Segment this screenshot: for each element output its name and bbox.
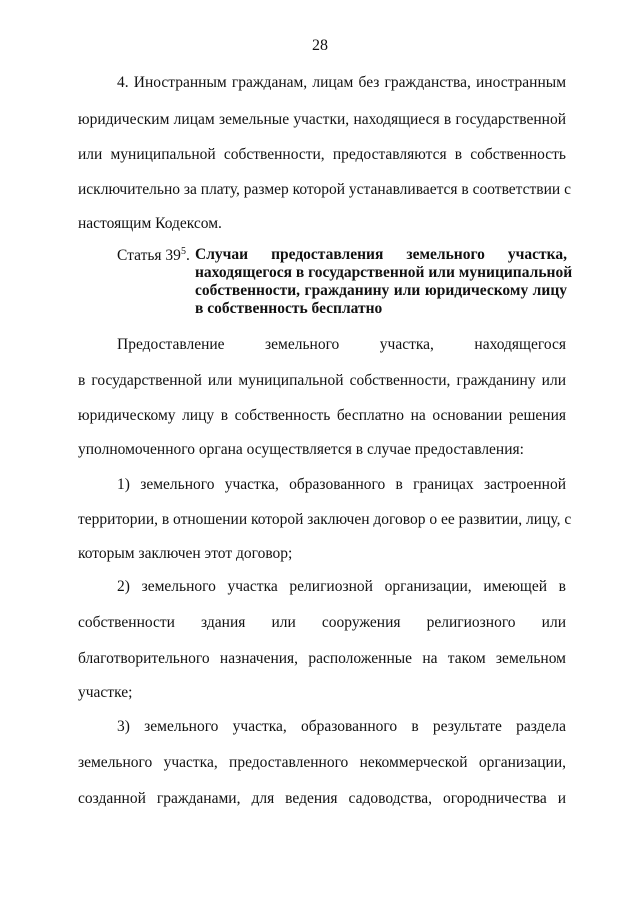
text-line: Предоставление земельного участка, находящегося bbox=[117, 336, 566, 353]
text-line: или муниципальной собственности, предоставляются в собственность bbox=[78, 146, 566, 163]
article-title bbox=[195, 246, 573, 318]
text-line: земельного участка, предоставленного некоммерческой организации, bbox=[78, 754, 566, 771]
text-line: которым заключен этот договор; bbox=[78, 545, 293, 562]
text-line: в государственной или муниципальной собственности, гражданину или bbox=[78, 372, 566, 389]
text-line: благотворительного назначения, расположенные на таком земельном bbox=[78, 650, 566, 667]
text-line: собственности здания или сооружения религиозного или bbox=[78, 614, 566, 631]
text-line: настоящим Кодексом. bbox=[78, 215, 222, 232]
text-line: юридическому лицу в собственность бесплатно на основании решения bbox=[78, 407, 566, 424]
text-line: территории, в отношении которой заключен договор о ее развитии, лицу, с bbox=[78, 511, 572, 528]
text-line: созданной гражданами, для ведения садоводства, огородничества и bbox=[78, 790, 566, 807]
text-line: 2) земельного участка религиозной организации, имеющей в bbox=[117, 578, 566, 595]
article-title-line: Случаи предоставления земельного участка, bbox=[195, 246, 567, 263]
article-suffix: . bbox=[185, 247, 190, 264]
text-line: 4. Иностранным гражданам, лицам без гражданства, иностранным bbox=[117, 74, 566, 91]
text-line: уполномоченного органа осуществляется в случае предоставления: bbox=[78, 441, 524, 458]
article-prefix bbox=[117, 246, 190, 265]
text-line: 3) земельного участка, образованного в результате раздела bbox=[117, 718, 566, 735]
article-number: Статья 39 bbox=[117, 247, 181, 264]
page-number: 28 bbox=[312, 37, 328, 54]
article-title-line: собственности, гражданину или юридическому лицу bbox=[195, 282, 567, 299]
article-title-line: находящегося в государственной или муниципальной bbox=[195, 264, 573, 281]
text-line: юридическим лицам земельные участки, находящиеся в государственной bbox=[78, 111, 566, 128]
text-line: исключительно за плату, размер которой устанавливается в соответствии с bbox=[78, 181, 571, 198]
text-line: участке; bbox=[78, 684, 133, 701]
article-title-line: в собственность бесплатно bbox=[195, 300, 383, 317]
text-line: 1) земельного участка, образованного в границах застроенной bbox=[117, 476, 566, 493]
article-superscript: 5 bbox=[180, 246, 186, 257]
